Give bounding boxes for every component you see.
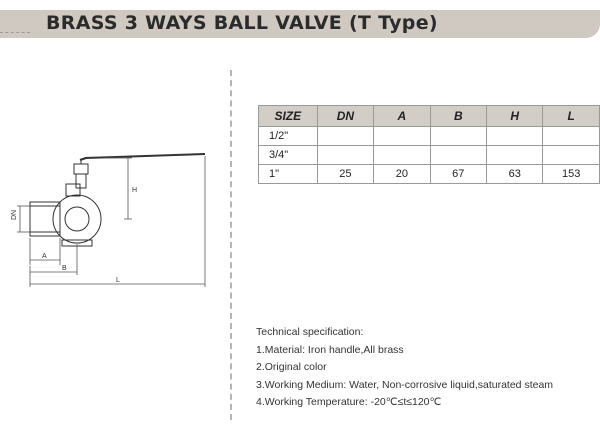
table-cell	[317, 127, 374, 146]
dim-label-dn: DN	[11, 209, 18, 220]
tech-spec-item: 1.Material: Iron handle,All brass	[256, 343, 404, 356]
tech-spec-item: 3.Working Medium: Water, Non-corrosive liquid,saturated steam	[256, 378, 554, 391]
spec-table	[258, 105, 600, 184]
dim-label-h: H	[132, 187, 138, 194]
col-header: SIZE	[259, 106, 318, 127]
dim-label-b: B	[62, 265, 67, 272]
table-cell	[543, 127, 600, 146]
col-header: L	[543, 106, 600, 127]
dim-label-l: L	[116, 277, 120, 284]
col-header: A	[374, 106, 430, 127]
table-row	[259, 146, 600, 165]
table-cell	[430, 146, 486, 165]
table-cell	[374, 127, 430, 146]
table-row	[259, 127, 600, 146]
table-cell: 1/2"	[259, 127, 318, 146]
vertical-divider	[230, 70, 232, 420]
table-cell	[487, 146, 543, 165]
table-cell	[317, 146, 374, 165]
table-cell	[543, 146, 600, 165]
col-header: DN	[317, 106, 374, 127]
tech-spec	[256, 324, 553, 412]
page-title: BRASS 3 WAYS BALL VALVE (T Type)	[46, 12, 438, 34]
table-cell	[487, 127, 543, 146]
tech-spec-heading: Technical specification:	[256, 326, 364, 338]
valve-drawing	[0, 140, 225, 300]
title-dash-line	[0, 32, 30, 33]
table-cell: 1"	[259, 165, 318, 184]
table-row	[259, 165, 600, 184]
table-cell: 20	[374, 165, 430, 184]
table-cell	[430, 127, 486, 146]
table-cell: 153	[543, 165, 600, 184]
table-cell: 3/4"	[259, 146, 318, 165]
table-cell	[374, 146, 430, 165]
tech-spec-item: 4.Working Temperature: -20℃≤t≤120℃	[256, 396, 442, 408]
col-header: B	[430, 106, 486, 127]
table-cell: 63	[487, 165, 543, 184]
tech-spec-item: 2.Original color	[256, 361, 327, 373]
dim-label-a: A	[42, 253, 47, 260]
table-cell: 25	[317, 165, 374, 184]
table-cell: 67	[430, 165, 486, 184]
table-header-row	[259, 106, 600, 127]
col-header: H	[487, 106, 543, 127]
